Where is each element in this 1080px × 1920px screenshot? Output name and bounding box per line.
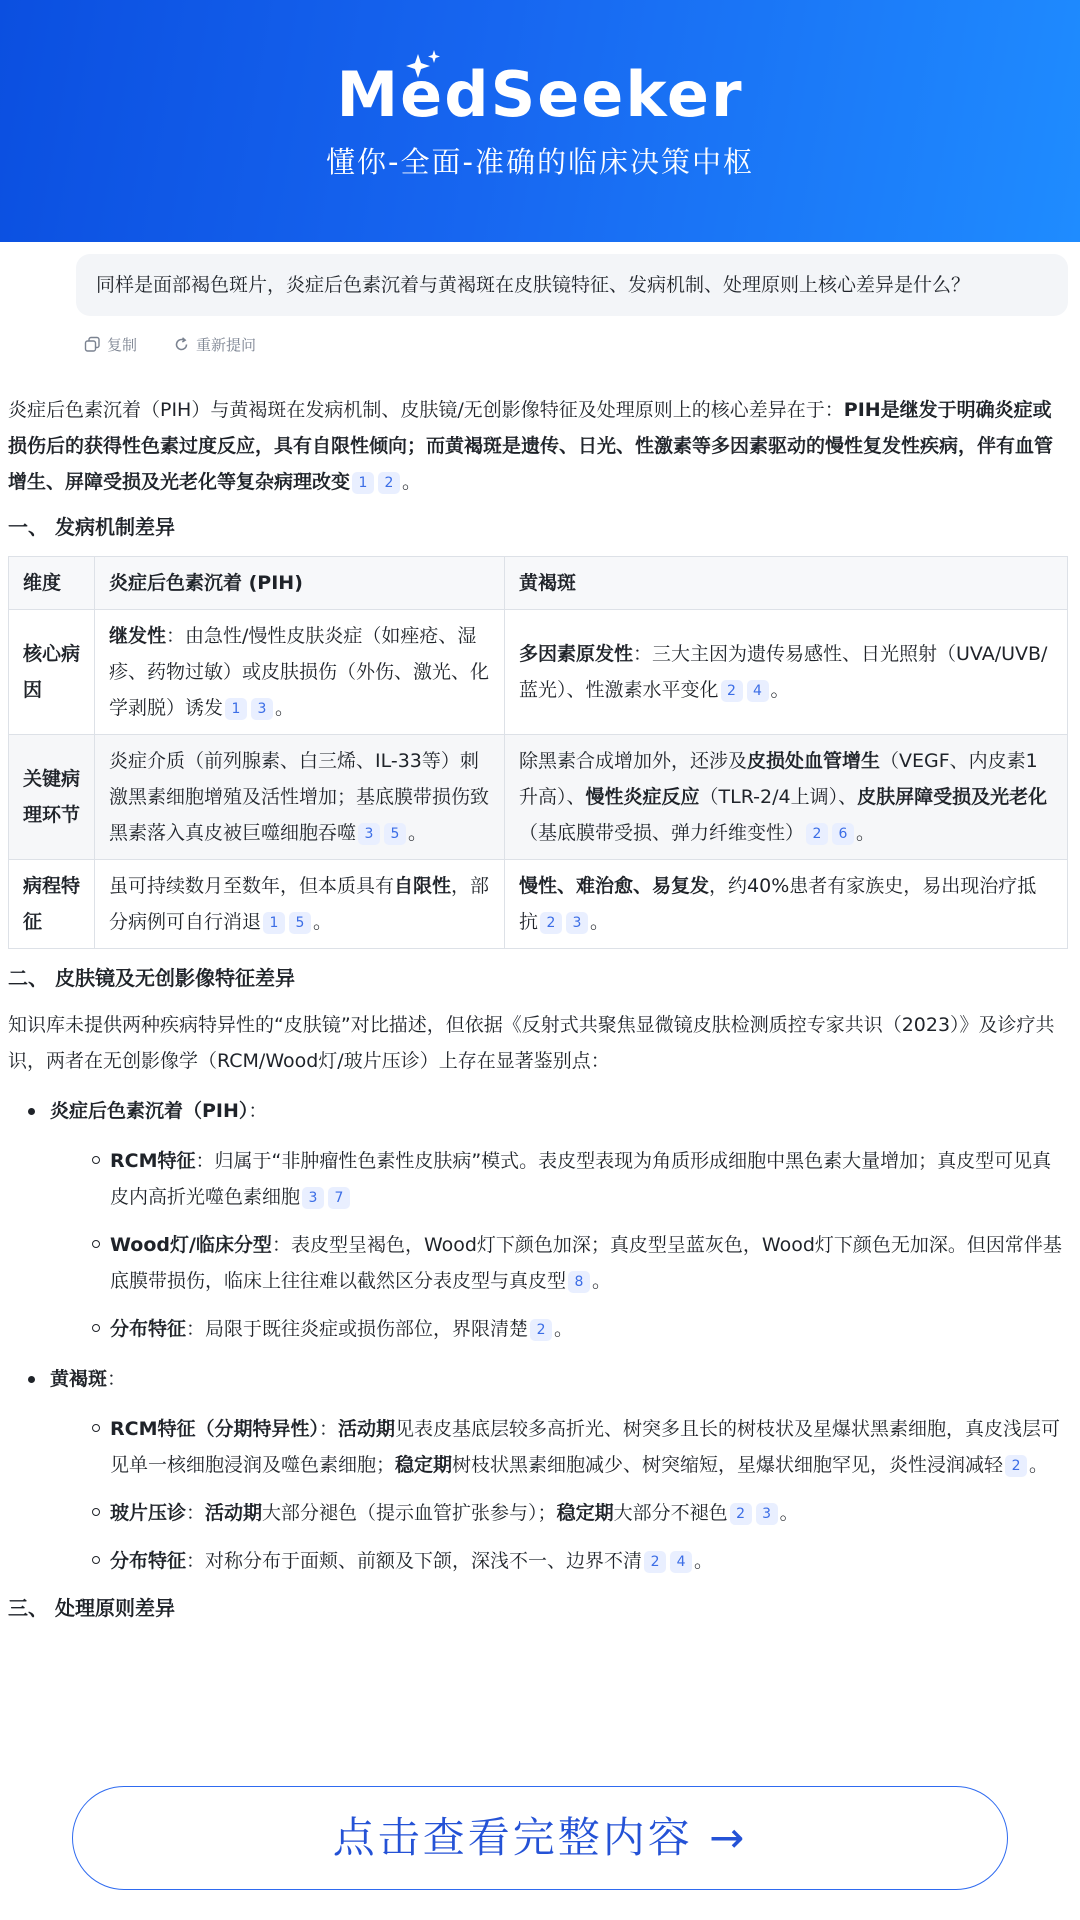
melasma-cell: 慢性、难治愈、易复发，约40%患者有家族史，易出现治疗抵抗 2 3 。	[505, 860, 1068, 949]
citation-badge[interactable]: 2	[721, 680, 743, 702]
table-header: 维度	[9, 557, 95, 610]
citation-badge[interactable]: 3	[756, 1503, 778, 1525]
citation-badge[interactable]: 3	[251, 698, 273, 720]
retry-label: 重新提问	[196, 336, 257, 354]
message-actions	[84, 334, 256, 355]
user-question: 同样是面部褐色斑片，炎症后色素沉着与黄褐斑在皮肤镜特征、发病机制、处理原则上核心差异是什么？	[76, 254, 1068, 316]
citation-badge[interactable]: 1	[263, 912, 285, 934]
citation-badge[interactable]: 3	[566, 912, 588, 934]
list-item: Wood灯/临床分型：表皮型呈褐色，Wood灯下颜色加深；真皮型呈蓝灰色，Wood灯下颜色无加深。但因常伴基底膜带损伤，临床上往往难以截然区分表皮型与真皮型 8 。	[92, 1227, 1068, 1299]
table-row	[9, 860, 1068, 949]
table-header-row	[9, 557, 1068, 610]
pih-cell: 虽可持续数月至数年，但本质具有自限性，部分病例可自行消退 1 5 。	[95, 860, 505, 949]
answer-intro: 炎症后色素沉着（PIH）与黄褐斑在发病机制、皮肤镜/无创影像特征及处理原则上的核心差异在于：PIH是继发于明确炎症或损伤后的获得性色素过度反应，具有自限性倾向；而黄褐斑是遗传、日光、性激素等多因素驱动的慢性复发性疾病，伴有血管增生、屏障受损及光老化等复杂病理改变 1 2 。	[8, 399, 1054, 493]
pih-sublist	[50, 1143, 1068, 1347]
imaging-intro: 知识库未提供两种疾病特异性的“皮肤镜”对比描述，但依据《反射式共聚焦显微镜皮肤检测质控专家共识（2023）》及诊疗共识，两者在无创影像学（RCM/Wood灯/玻片压诊）上存在显著鉴别点：	[8, 1014, 1055, 1072]
retry-button[interactable]	[173, 334, 256, 355]
answer-content	[8, 392, 1068, 1637]
citation-badge[interactable]: 1	[225, 698, 247, 720]
citation-badge[interactable]: 5	[384, 823, 406, 845]
citation-badge[interactable]: 8	[568, 1271, 590, 1293]
table-header: 炎症后色素沉着 (PIH)	[95, 557, 505, 610]
list-item: 分布特征：局限于既往炎症或损伤部位，界限清楚 2 。	[92, 1311, 1068, 1347]
refresh-icon	[173, 336, 190, 353]
section-heading-imaging: 二、 皮肤镜及无创影像特征差异	[8, 966, 295, 990]
citation-badge[interactable]: 2	[644, 1551, 666, 1573]
citation-badge[interactable]: 3	[302, 1187, 324, 1209]
table-row	[9, 610, 1068, 735]
pih-cell: 继发性：由急性/慢性皮肤炎症（如痤疮、湿疹、药物过敏）或皮肤损伤（外伤、激光、化学剥脱）诱发 1 3 。	[95, 610, 505, 735]
row-label: 病程特征	[9, 860, 95, 949]
copy-label: 复制	[107, 336, 138, 354]
citation-badge[interactable]: 1	[352, 472, 374, 494]
section-heading-treatment: 三、 处理原则差异	[8, 1596, 175, 1620]
app-header	[0, 0, 1080, 242]
citation-badge[interactable]: 4	[747, 680, 769, 702]
citation-badge[interactable]: 2	[1005, 1455, 1027, 1477]
citation-badge[interactable]: 2	[730, 1503, 752, 1525]
app-tagline: 懂你-全面-准确的临床决策中枢	[326, 145, 754, 179]
citation-badge[interactable]: 2	[806, 823, 828, 845]
citation-badge[interactable]: 2	[530, 1319, 552, 1341]
list-item: RCM特征（分期特异性）：活动期见表皮基底层较多高折光、树突多且长的树枝状及星爆状黑素细胞，真皮浅层可见单一核细胞浸润及噬色素细胞；稳定期树枝状黑素细胞减少、树突缩短，星爆状细胞罕见，炎性浸润减轻 2 。	[92, 1411, 1068, 1483]
citation-badge[interactable]: 5	[289, 912, 311, 934]
citation-badge[interactable]: 2	[378, 472, 400, 494]
melasma-cell: 除黑素合成增加外，还涉及皮损处血管增生（VEGF、内皮素1升高）、慢性炎症反应（TLR-2/4上调）、皮肤屏障受损及光老化（基底膜带受损、弹力纤维变性） 2 6 。	[505, 735, 1068, 860]
mechanism-table	[8, 556, 1068, 949]
table-row	[9, 735, 1068, 860]
citation-badge[interactable]: 3	[358, 823, 380, 845]
copy-icon	[84, 336, 101, 353]
list-item: 分布特征：对称分布于面颊、前额及下颌，深浅不一、边界不清 2 4 。	[92, 1543, 1068, 1579]
melasma-sublist	[50, 1411, 1068, 1579]
pih-cell: 炎症介质（前列腺素、白三烯、IL-33等）刺激黑素细胞增殖及活性增加；基底膜带损伤致黑素落入真皮被巨噬细胞吞噬 3 5 。	[95, 735, 505, 860]
view-full-content-button[interactable]: 点击查看完整内容 →	[72, 1786, 1008, 1890]
melasma-cell: 多因素原发性：三大主因为遗传易感性、日光照射（UVA/UVB/蓝光）、性激素水平变化 2 4 。	[505, 610, 1068, 735]
list-item-pih: 炎症后色素沉着（PIH）： RCM特征：归属于“非肿瘤性色素性皮肤病”模式。表皮型表现为角质形成细胞中黑色素大量增加；真皮型可见真皮内高折光噬色素细胞 3 7 Wood灯/临床分型：表皮型呈褐色，Wood灯下颜色加深；真皮型呈蓝灰色，Wood灯下颜色无加深。但因常伴基底膜带损伤，临床上往往难以截然区分表皮型与真皮型 8 。 分布特征：局限于既往炎症或损伤部位，界限清楚 2 。	[26, 1093, 1068, 1347]
citation-badge[interactable]: 2	[540, 912, 562, 934]
citation-badge[interactable]: 6	[832, 823, 854, 845]
list-item-melasma: 黄褐斑： RCM特征（分期特异性）：活动期见表皮基底层较多高折光、树突多且长的树枝状及星爆状黑素细胞，真皮浅层可见单一核细胞浸润及噬色素细胞；稳定期树枝状黑素细胞减少、树突缩短，星爆状细胞罕见，炎性浸润减轻 2 。 玻片压诊：活动期大部分褪色（提示血管扩张参与）；稳定期大部分不褪色 2 3 。 分布特征：对称分布于面颊、前额及下颌，深浅不一、边界不清 2 4 。	[26, 1361, 1068, 1579]
row-label: 核心病因	[9, 610, 95, 735]
section-heading-mechanism: 一、 发病机制差异	[8, 515, 175, 539]
table-header: 黄褐斑	[505, 557, 1068, 610]
list-item: RCM特征：归属于“非肿瘤性色素性皮肤病”模式。表皮型表现为角质形成细胞中黑色素大量增加；真皮型可见真皮内高折光噬色素细胞 3 7	[92, 1143, 1068, 1215]
copy-button[interactable]	[84, 334, 137, 355]
citation-badge[interactable]: 7	[328, 1187, 350, 1209]
citation-badge[interactable]: 4	[670, 1551, 692, 1573]
imaging-list	[8, 1093, 1068, 1579]
list-item: 玻片压诊：活动期大部分褪色（提示血管扩张参与）；稳定期大部分不褪色 2 3 。	[92, 1495, 1068, 1531]
app-logo: MedSeeker	[336, 58, 744, 131]
row-label: 关键病理环节	[9, 735, 95, 860]
